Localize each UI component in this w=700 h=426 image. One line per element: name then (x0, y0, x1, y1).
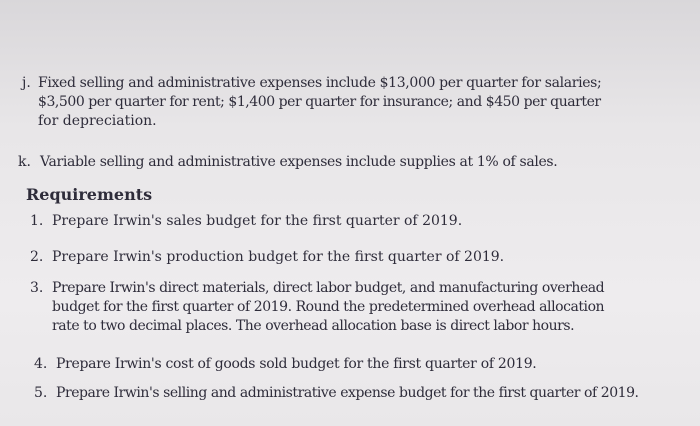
requirement-number: 3. (30, 280, 44, 296)
requirement-text-line: budget for the first quarter of 2019. Round the predetermined overhead allocation (52, 299, 605, 315)
item-marker: j. (22, 75, 31, 91)
requirement-number: 4. (34, 356, 48, 372)
requirement-text-line: Prepare Irwin's production budget for the first quarter of 2019. (52, 249, 505, 265)
requirements-heading: Requirements (26, 185, 153, 204)
item-text-line: Fixed selling and administrative expenses include $13,000 per quarter for salaries; (38, 75, 602, 91)
requirement-number: 5. (34, 385, 48, 401)
requirement-number: 1. (30, 213, 44, 229)
requirement-item-2 (30, 248, 680, 267)
requirement-text-line: Prepare Irwin's sales budget for the first quarter of 2019. (52, 213, 463, 229)
requirement-item-3 (30, 279, 680, 336)
item-marker: k. (18, 154, 31, 170)
requirement-text-line: rate to two decimal places. The overhead allocation base is direct labor hours. (52, 318, 575, 334)
list-item-j (20, 74, 680, 131)
requirement-item-1 (30, 212, 680, 231)
requirement-item-4 (34, 355, 684, 374)
item-text-line: Variable selling and administrative expenses include supplies at 1% of sales. (40, 154, 558, 170)
item-text-line: for depreciation. (38, 113, 157, 129)
item-text-line: $3,500 per quarter for rent; $1,400 per quarter for insurance; and $450 per quarter (38, 94, 601, 110)
list-item-k (18, 153, 678, 172)
requirement-item-5 (34, 384, 684, 403)
requirement-number: 2. (30, 249, 44, 265)
requirement-text-line: Prepare Irwin's selling and administrative expense budget for the first quarter of 2019. (56, 385, 639, 401)
requirement-text-line: Prepare Irwin's cost of goods sold budget for the first quarter of 2019. (56, 356, 537, 372)
requirement-text-line: Prepare Irwin's direct materials, direct labor budget, and manufacturing overhead (52, 280, 605, 296)
